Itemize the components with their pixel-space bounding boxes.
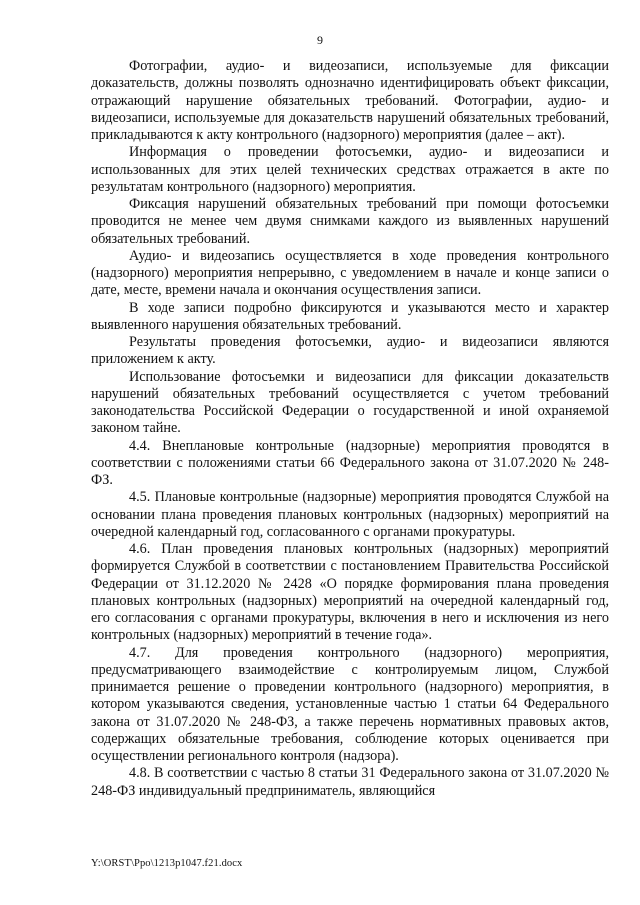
- paragraph-4-7: 4.7. Для проведения контрольного (надзорного) мероприятия, предусматривающего взаимодействие с контролируемым лицом, Службой принимается решение о проведении контрольного (надзорного) мероприятия, в котором указываются сведения, установленные частью 1 статьи 64 Федерального закона от 31.07.2020 № 248-ФЗ, а также перечень нормативных правовых актов, содержащих обязательные требования, соблюдение которых оценивается при осуществлении регионального контроля (надзора).: [91, 644, 609, 764]
- paragraph-results-appendix: Результаты проведения фотосъемки, аудио- и видеозаписи являются приложением к акту.: [91, 334, 609, 368]
- file-path-footer: Y:\ORST\Ppo\1213p1047.f21.docx: [91, 858, 243, 869]
- paragraph-4-4: 4.4. Внеплановые контрольные (надзорные) мероприятия проводятся в соответствии с положениями статьи 66 Федерального закона от 31.07.2020 № 248-ФЗ.: [91, 437, 609, 488]
- paragraph-photo-audio-video: Фотографии, аудио- и видеозаписи, используемые для фиксации доказательств, должны позволять однозначно идентифицировать объект фиксации, отражающий нарушение обязательных требований. Фотографии, аудио- и видеозаписи, используемые для доказательств нарушений обязательных требований, прикладываются к акту контрольного (надзорного) мероприятия (далее – акт).: [91, 58, 609, 143]
- paragraph-4-8: 4.8. В соответствии с частью 8 статьи 31 Федерального закона от 31.07.2020 № 248-ФЗ индивидуальный предприниматель, являющийся: [91, 765, 609, 799]
- paragraph-audio-video-recording: Аудио- и видеозапись осуществляется в ходе проведения контрольного (надзорного) мероприятия непрерывно, с уведомлением в начале и конце записи о дате, месте, времени начала и окончания осуществления записи.: [91, 247, 609, 299]
- paragraph-4-5: 4.5. Плановые контрольные (надзорные) мероприятия проводятся Службой на основании плана проведения плановых контрольных (надзорных) мероприятий на очередной календарный год, согласованного с органами прокуратуры.: [91, 489, 609, 540]
- page-number: 9: [317, 33, 323, 47]
- document-body: [91, 58, 609, 800]
- paragraph-secrecy: Использование фотосъемки и видеозаписи для фиксации доказательств нарушений обязательных требований осуществляется с учетом требований законодательства Российской Федерации о государственной и иной охраняемой законом тайне.: [91, 368, 609, 437]
- paragraph-recording-details: В ходе записи подробно фиксируются и указываются место и характер выявленного нарушения обязательных требований.: [91, 299, 609, 333]
- paragraph-4-6: 4.6. План проведения плановых контрольных (надзорных) мероприятий формируется Службой в соответствии с постановлением Правительства Российской Федерации от 31.12.2020 № 2428 «О порядке формирования плана проведения плановых контрольных (надзорных) мероприятий на очередной календарный год, его согласования с органами прокуратуры, включения в него и исключения из него контрольных (надзорных) мероприятий в течение года».: [91, 541, 609, 644]
- paragraph-photo-fixation: Фиксация нарушений обязательных требований при помощи фотосъемки проводится не менее чем двумя снимками каждого из выявленных нарушений обязательных требований.: [91, 196, 609, 247]
- paragraph-recording-info: Информация о проведении фотосъемки, аудио- и видеозаписи и использованных для этих целей технических средствах отражается в акте по результатам контрольного (надзорного) мероприятия.: [91, 144, 609, 195]
